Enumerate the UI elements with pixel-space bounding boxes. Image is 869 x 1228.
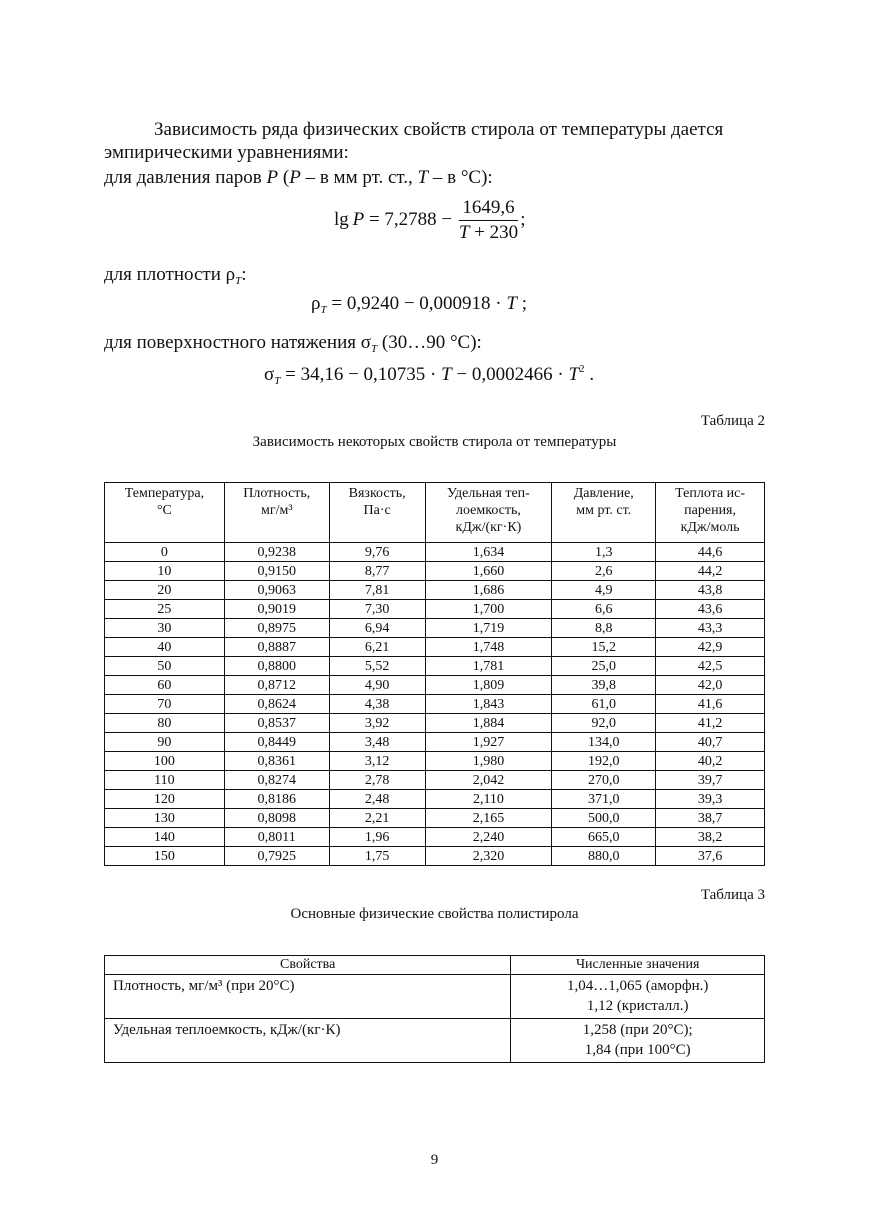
table-cell: 1,3 [552, 543, 656, 562]
table-row [105, 581, 765, 600]
table-cell: 41,2 [656, 714, 765, 733]
table-cell: 9,76 [329, 543, 425, 562]
table-cell: 4,9 [552, 581, 656, 600]
table-cell: 80 [105, 714, 225, 733]
table-cell: 0,8361 [224, 752, 329, 771]
table-cell: 60 [105, 676, 225, 695]
table-cell: 40,2 [656, 752, 765, 771]
table-row [105, 600, 765, 619]
table-cell: 192,0 [552, 752, 656, 771]
table-cell: 1,75 [329, 847, 425, 866]
table-cell: 2,21 [329, 809, 425, 828]
table-cell: 3,48 [329, 733, 425, 752]
table-cell: 2,320 [425, 847, 552, 866]
table-cell: 6,6 [552, 600, 656, 619]
table-cell: 120 [105, 790, 225, 809]
table-cell: 61,0 [552, 695, 656, 714]
subscript: T [320, 304, 327, 316]
table-cell: 0,8887 [224, 638, 329, 657]
table-cell: 3,92 [329, 714, 425, 733]
table-row [105, 790, 765, 809]
text: для давления паров [104, 167, 267, 188]
var-t: T [441, 364, 452, 385]
table-cell: 2,78 [329, 771, 425, 790]
table-cell: 6,21 [329, 638, 425, 657]
table3-polystyrene-properties [104, 955, 765, 1063]
table-cell: 39,7 [656, 771, 765, 790]
table-cell: 1,719 [425, 619, 552, 638]
table-cell: 70 [105, 695, 225, 714]
table-cell: 140 [105, 828, 225, 847]
formula-surface-tension [264, 363, 594, 387]
table-cell: 2,042 [425, 771, 552, 790]
property-cell: Удельная теплоемкость, кДж/(кг·К) [105, 1019, 511, 1063]
table-cell: 2,110 [425, 790, 552, 809]
table-row [105, 1019, 765, 1063]
table-cell: 1,634 [425, 543, 552, 562]
table-cell: 0,9238 [224, 543, 329, 562]
table2-styrene-properties [104, 482, 765, 866]
table2-body [105, 543, 765, 866]
constant: = 7,2788 − [364, 208, 457, 230]
table-cell: 43,8 [656, 581, 765, 600]
table-cell: 665,0 [552, 828, 656, 847]
table-cell: 0,9019 [224, 600, 329, 619]
text: (30…90 °C): [377, 332, 482, 353]
table-cell: 1,843 [425, 695, 552, 714]
subscript: T [371, 343, 378, 355]
numerator: 1649,6 [459, 196, 518, 221]
var-p: P [352, 208, 365, 230]
table-cell: 0,8186 [224, 790, 329, 809]
table3-caption: Основные физические свойства полистирола [290, 906, 579, 922]
density-label [104, 263, 247, 293]
table-cell: 0,9150 [224, 562, 329, 581]
table-cell: 3,12 [329, 752, 425, 771]
text: . [584, 364, 595, 385]
table-row [105, 752, 765, 771]
formula-vapor-pressure [334, 196, 525, 245]
text: ( [278, 167, 290, 188]
table-row [105, 975, 765, 1019]
value-cell: 1,258 (при 20°C); 1,84 (при 100°C) [511, 1019, 765, 1063]
table-cell: 15,2 [552, 638, 656, 657]
table-cell: 1,781 [425, 657, 552, 676]
table-cell: 371,0 [552, 790, 656, 809]
table-cell: 92,0 [552, 714, 656, 733]
table-cell: 4,90 [329, 676, 425, 695]
table-cell: 2,6 [552, 562, 656, 581]
pressure-label [104, 166, 493, 189]
table-cell: 1,686 [425, 581, 552, 600]
table-cell: 25,0 [552, 657, 656, 676]
table-cell: 130 [105, 809, 225, 828]
property-cell: Плотность, мг/м³ (при 20°C) [105, 975, 511, 1019]
table2-label: Таблица 2 [700, 413, 765, 429]
table-cell: 1,809 [425, 676, 552, 695]
table-row [105, 847, 765, 866]
rho-symbol: ρ [311, 293, 321, 314]
table-cell: 39,3 [656, 790, 765, 809]
subscript: T [274, 375, 281, 387]
table-cell: 6,94 [329, 619, 425, 638]
table-row [105, 828, 765, 847]
table-cell: 41,6 [656, 695, 765, 714]
table-cell: 0,8975 [224, 619, 329, 638]
table-cell: 880,0 [552, 847, 656, 866]
table-cell: 43,3 [656, 619, 765, 638]
text: для поверхностного натяжения σ [104, 332, 371, 353]
table-cell: 270,0 [552, 771, 656, 790]
table-cell: 5,52 [329, 657, 425, 676]
table-cell: 134,0 [552, 733, 656, 752]
table-row [105, 619, 765, 638]
table3-label: Таблица 3 [700, 887, 765, 903]
table-cell: 0,8449 [224, 733, 329, 752]
fraction [459, 196, 518, 245]
table-cell: 42,0 [656, 676, 765, 695]
table-cell: 10 [105, 562, 225, 581]
table-cell: 0,8537 [224, 714, 329, 733]
table-cell: 1,660 [425, 562, 552, 581]
superscript: 2 [579, 363, 585, 375]
page-number: 9 [430, 1152, 439, 1168]
table-cell: 0,7925 [224, 847, 329, 866]
table-cell: 0,8712 [224, 676, 329, 695]
var-t: T [506, 293, 517, 314]
header-values: Численные значения [511, 956, 765, 975]
table-cell: 4,38 [329, 695, 425, 714]
table-cell: 1,980 [425, 752, 552, 771]
text: : [241, 264, 247, 285]
table-cell: 38,2 [656, 828, 765, 847]
text: ; [516, 293, 527, 314]
table-row [105, 676, 765, 695]
table-cell: 150 [105, 847, 225, 866]
table-cell: 1,700 [425, 600, 552, 619]
table-cell: 2,48 [329, 790, 425, 809]
var-t: T [458, 222, 470, 243]
text: − 0,0002466 · [451, 364, 569, 385]
var-p: P [289, 167, 301, 188]
denominator [459, 221, 518, 245]
table-cell: 20 [105, 581, 225, 600]
header-heat-capacity: Удельная теп- лоемкость, кДж/(кг·К) [425, 483, 552, 543]
table-cell: 42,5 [656, 657, 765, 676]
intro-paragraph-line2: эмпирическими уравнениями: [104, 142, 349, 163]
header-density: Плотность, мг/м³ [224, 483, 329, 543]
var-p: P [266, 167, 279, 188]
table-cell: 40 [105, 638, 225, 657]
table-cell: 43,6 [656, 600, 765, 619]
table-cell: 2,165 [425, 809, 552, 828]
table-row [105, 714, 765, 733]
table-cell: 7,30 [329, 600, 425, 619]
table-cell: 37,6 [656, 847, 765, 866]
table-cell: 42,9 [656, 638, 765, 657]
header-vaporization-heat: Теплота ис- парения, кДж/моль [656, 483, 765, 543]
text: – в °C): [428, 167, 493, 188]
value-cell: 1,04…1,065 (аморфн.) 1,12 (кристалл.) [511, 975, 765, 1019]
intro-paragraph-line1: Зависимость ряда физических свойств стирола от температуры дается [154, 119, 724, 140]
table-cell: 39,8 [552, 676, 656, 695]
table-cell: 40,7 [656, 733, 765, 752]
table-cell: 0,9063 [224, 581, 329, 600]
table-cell: 25 [105, 600, 225, 619]
semicolon: ; [520, 208, 526, 230]
table-row [105, 543, 765, 562]
log-symbol: lg [334, 208, 349, 230]
table-cell: 44,6 [656, 543, 765, 562]
header-temperature: Температура, °C [105, 483, 225, 543]
table-cell: 0,8274 [224, 771, 329, 790]
table-header-row [105, 956, 765, 975]
table-cell: 7,81 [329, 581, 425, 600]
header-properties: Свойства [105, 956, 511, 975]
table-cell: 8,77 [329, 562, 425, 581]
text: – в мм рт. ст., [300, 167, 418, 188]
table-row [105, 733, 765, 752]
table-cell: 0,8011 [224, 828, 329, 847]
table-row [105, 809, 765, 828]
table-row [105, 695, 765, 714]
table2-caption: Зависимость некоторых свойств стирола от температуры [252, 434, 617, 450]
text: = 34,16 − 0,10735 · [280, 364, 442, 385]
table-row [105, 771, 765, 790]
table-cell: 8,8 [552, 619, 656, 638]
table-cell: 0,8098 [224, 809, 329, 828]
table-cell: 38,7 [656, 809, 765, 828]
table-row [105, 562, 765, 581]
sigma-symbol: σ [264, 364, 275, 385]
var-t: T [568, 364, 580, 385]
text: = 0,9240 − 0,000918 · [326, 293, 507, 314]
table-cell: 500,0 [552, 809, 656, 828]
table-cell: 100 [105, 752, 225, 771]
table-cell: 30 [105, 619, 225, 638]
table-row [105, 638, 765, 657]
table-cell: 44,2 [656, 562, 765, 581]
table-cell: 0,8800 [224, 657, 329, 676]
table-cell: 90 [105, 733, 225, 752]
table-cell: 2,240 [425, 828, 552, 847]
table-cell: 0,8624 [224, 695, 329, 714]
table-row [105, 657, 765, 676]
table-cell: 1,748 [425, 638, 552, 657]
subscript: T [235, 275, 242, 287]
tension-label [104, 331, 482, 361]
table-cell: 50 [105, 657, 225, 676]
table-cell: 0 [105, 543, 225, 562]
table-cell: 1,927 [425, 733, 552, 752]
header-pressure: Давление, мм рт. ст. [552, 483, 656, 543]
table-cell: 1,96 [329, 828, 425, 847]
header-viscosity: Вязкость, Па·с [329, 483, 425, 543]
text: + 230 [469, 222, 519, 243]
table-cell: 1,884 [425, 714, 552, 733]
text: для плотности ρ [104, 264, 236, 285]
table-header-row [105, 483, 765, 543]
table-cell: 110 [105, 771, 225, 790]
var-t: T [417, 167, 429, 188]
formula-density [311, 293, 527, 316]
